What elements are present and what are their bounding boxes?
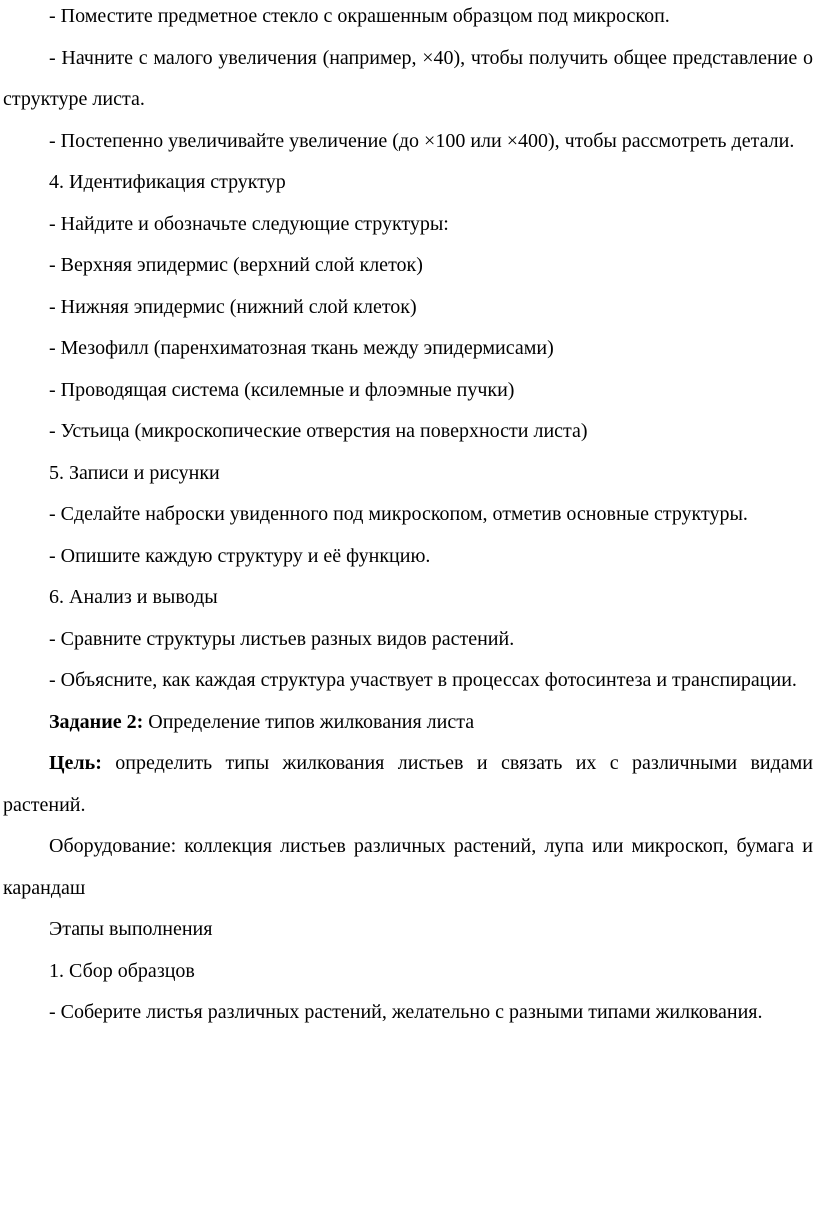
paragraph: Оборудование: коллекция листьев различных растений, лупа или микроскоп, бумага и карандаш (3, 835, 813, 899)
paragraph: - Сделайте наброски увиденного под микроскопом, отметив основные структуры. (49, 503, 748, 525)
paragraph: - Найдите и обозначьте следующие структуры: (49, 212, 449, 235)
paragraph: - Поместите предметное стекло с окрашенным образцом под микроскоп. (49, 5, 670, 27)
paragraph: - Объясните, как каждая структура участвует в процессах фотосинтеза и транспирации. (49, 669, 797, 691)
list-item: - Нижняя эпидермис (нижний слой клеток) (49, 295, 417, 318)
section-heading: 5. Записи и рисунки (49, 461, 220, 484)
goal-text: определить типы жилкования листьев и связать их с различными видами растений. (3, 752, 813, 816)
list-item: - Устьица (микроскопические отверстия на поверхности листа) (49, 420, 588, 442)
task-heading (3, 702, 813, 744)
paragraph: - Сравните структуры листьев разных видов растений. (49, 627, 515, 650)
paragraph: - Начните с малого увеличения (например, ×40), чтобы получить общее представление о структуре листа. (3, 46, 813, 110)
task-title: Определение типов жилкования листа (143, 710, 475, 733)
section-heading: 6. Анализ и выводы (49, 586, 218, 608)
paragraph: - Соберите листья различных растений, желательно с разными типами жилкования. (49, 1001, 763, 1023)
goal-label: Цель: (49, 752, 102, 774)
paragraph: - Опишите каждую структуру и её функцию. (49, 544, 431, 567)
task-label: Задание 2: (49, 710, 144, 733)
list-item: - Верхняя эпидермис (верхний слой клеток) (49, 254, 423, 276)
paragraph: - Постепенно увеличивайте увеличение (до ×100 или ×400), чтобы рассмотреть детали. (49, 129, 795, 152)
goal-paragraph (3, 743, 813, 826)
section-heading: 4. Идентификация структур (49, 171, 286, 193)
list-item: - Мезофилл (паренхиматозная ткань между эпидермисами) (49, 337, 554, 359)
section-heading: Этапы выполнения (49, 918, 213, 940)
section-heading: 1. Сбор образцов (49, 959, 195, 982)
list-item: - Проводящая система (ксилемные и флоэмные пучки) (49, 378, 515, 401)
